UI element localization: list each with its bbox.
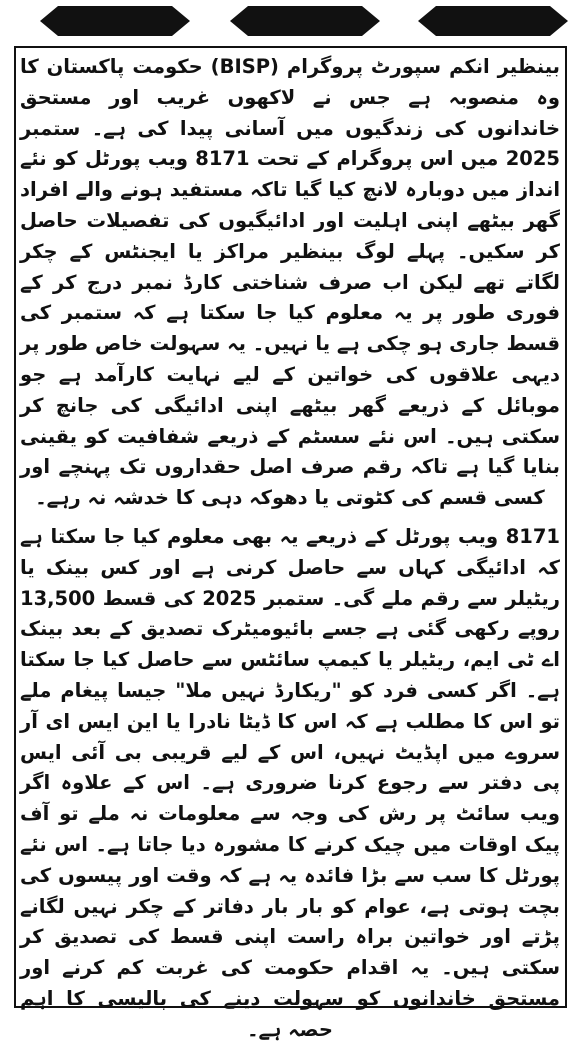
paragraph-1: بینظیر انکم سپورٹ پروگرام (BISP) حکومت پاکستان کا وہ منصوبہ ہے جس نے لاکھوں غریب اور مستحق خاندانوں کی زندگیوں میں آسانی پیدا کی ہے۔ ستمبر 2025 میں اس پروگرام کے تحت 8171 ویب پورٹل کو نئے انداز میں دوبارہ لانچ کیا گیا تاکہ مستفید ہونے والے افراد گھر بیٹھے اپنی اہلیت اور ادائیگیوں کی تفصیلات حاصل کر سکیں۔ پہلے لوگ بینظیر مراکز یا ایجنٹس کے چکر لگاتے تھے لیکن اب صرف شناختی کارڈ نمبر درج کر کے فوری طور پر یہ معلوم کیا جا سکتا ہے کہ ستمبر کی قسط جاری ہو چکی ہے یا نہیں۔ یہ سہولت خاص طور پر دیہی علاقوں کی خواتین کے لیے نہایت کارآمد ہے جو موبائل کے ذریعے گھر بیٹھے اپنی ادائیگی کی جانچ کر سکتی ہیں۔ اس نئے سسٹم کے ذریعے شفافیت کو یقینی بنایا گیا ہے تاکہ رقم صرف اصل حقداروں تک پہنچے اور کسی قسم کی کٹوتی یا دھوکہ دہی کا خدشہ نہ رہے۔ [20, 55, 560, 510]
top-decoration-bar [0, 0, 585, 48]
paragraph-2: 8171 ویب پورٹل کے ذریعے یہ بھی معلوم کیا جا سکتا ہے کہ ادائیگی کہاں سے حاصل کرنی ہے اور کس بینک یا ریٹیلر سے رقم ملے گی۔ ستمبر 2025 کی قسط 13,500 روپے رکھی گئی ہے جسے بائیومیٹرک تصدیق کے بعد بینک اے ٹی ایم، ریٹیلر یا کیمپ سائٹس سے حاصل کیا جا سکتا ہے۔ اگر کسی فرد کو "ریکارڈ نہیں ملا" جیسا پیغام ملے تو اس کا مطلب ہے کہ اس کا ڈیٹا نادرا یا این ایس ای آر سروے میں اپڈیٹ نہیں، اس کے لیے قریبی بی آئی ایس پی دفتر سے رجوع کرنا ضروری ہے۔ اس کے علاوہ اگر ویب سائٹ پر رش کی وجہ سے معلومات نہ ملے تو آف پیک اوقات میں چیک کرنے کا مشورہ دیا جاتا ہے۔ اس نئے پورٹل کا سب سے بڑا فائدہ یہ ہے کہ وقت اور پیسوں کی بچت ہوتی ہے، عوام کو بار بار دفاتر کے چکر نہیں لگانے پڑتے اور خواتین براہ راست اپنی قسط کی تصدیق کر سکتی ہیں۔ یہ اقدام حکومت کی غربت کم کرنے اور مستحق خاندانوں کو سہولت دینے کی پالیسی کا اہم حصہ ہے۔ [20, 524, 560, 1041]
hexagon-tab-center [230, 6, 380, 36]
hexagon-tab-left [40, 6, 190, 36]
article-body [20, 52, 560, 1041]
hexagon-tab-right [418, 6, 568, 36]
